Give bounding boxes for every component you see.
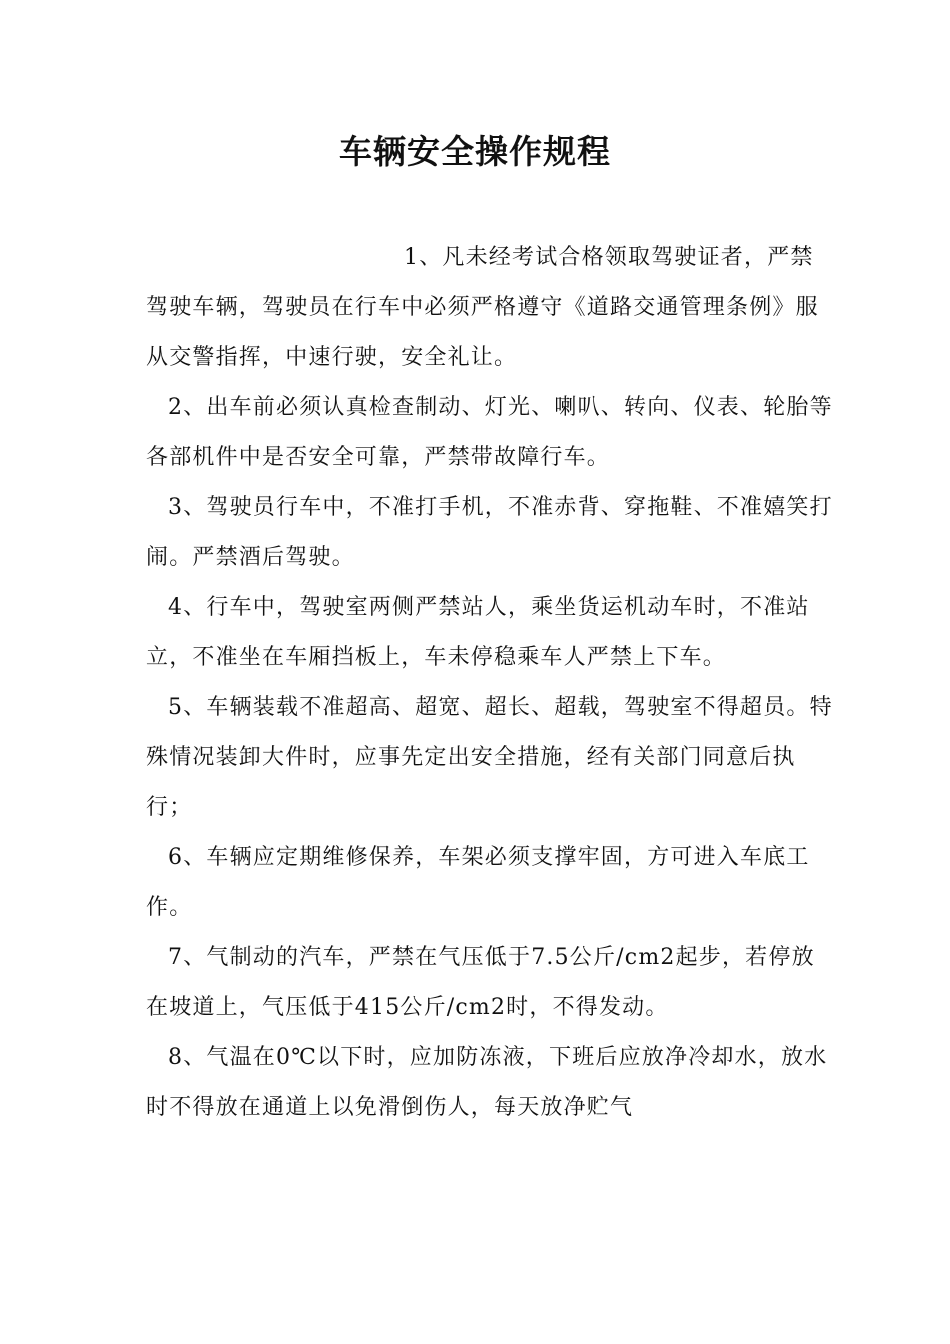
document-body [146, 233, 836, 1133]
rule-paragraph-3: 3、驾驶员行车中，不准打手机，不准赤背、穿拖鞋、不准嬉笑打闹。严禁酒后驾驶。 [146, 495, 833, 570]
rule-paragraph-1: 1、凡未经考试合格领取驾驶证者，严禁驾驶车辆，驾驶员在行车中必须严格遵守《道路交通管理条例》服从交警指挥，中速行驶，安全礼让。 [146, 245, 819, 370]
rule-paragraph-4: 4、行车中，驾驶室两侧严禁站人，乘坐货运机动车时，不准站立，不准坐在车厢挡板上，车未停稳乘车人严禁上下车。 [146, 595, 810, 670]
rule-paragraph-7: 7、气制动的汽车，严禁在气压低于7.5公斤/cm2起步，若停放在坡道上，气压低于415公斤/cm2时，不得发动。 [146, 945, 815, 1020]
rule-paragraph-5: 5、车辆装载不准超高、超宽、超长、超载，驾驶室不得超员。特殊情况装卸大件时，应事先定出安全措施，经有关部门同意后执行； [146, 695, 833, 820]
rule-paragraph-6: 6、车辆应定期维修保养，车架必须支撑牢固，方可进入车底工作。 [146, 845, 810, 920]
document-title: 车辆安全操作规程 [339, 132, 611, 171]
rule-paragraph-2: 2、出车前必须认真检查制动、灯光、喇叭、转向、仪表、轮胎等各部机件中是否安全可靠，严禁带故障行车。 [146, 395, 833, 470]
rule-paragraph-8: 8、气温在0℃以下时，应加防冻液，下班后应放净冷却水，放水时不得放在通道上以免滑倒伤人，每天放净贮气 [146, 1045, 828, 1120]
